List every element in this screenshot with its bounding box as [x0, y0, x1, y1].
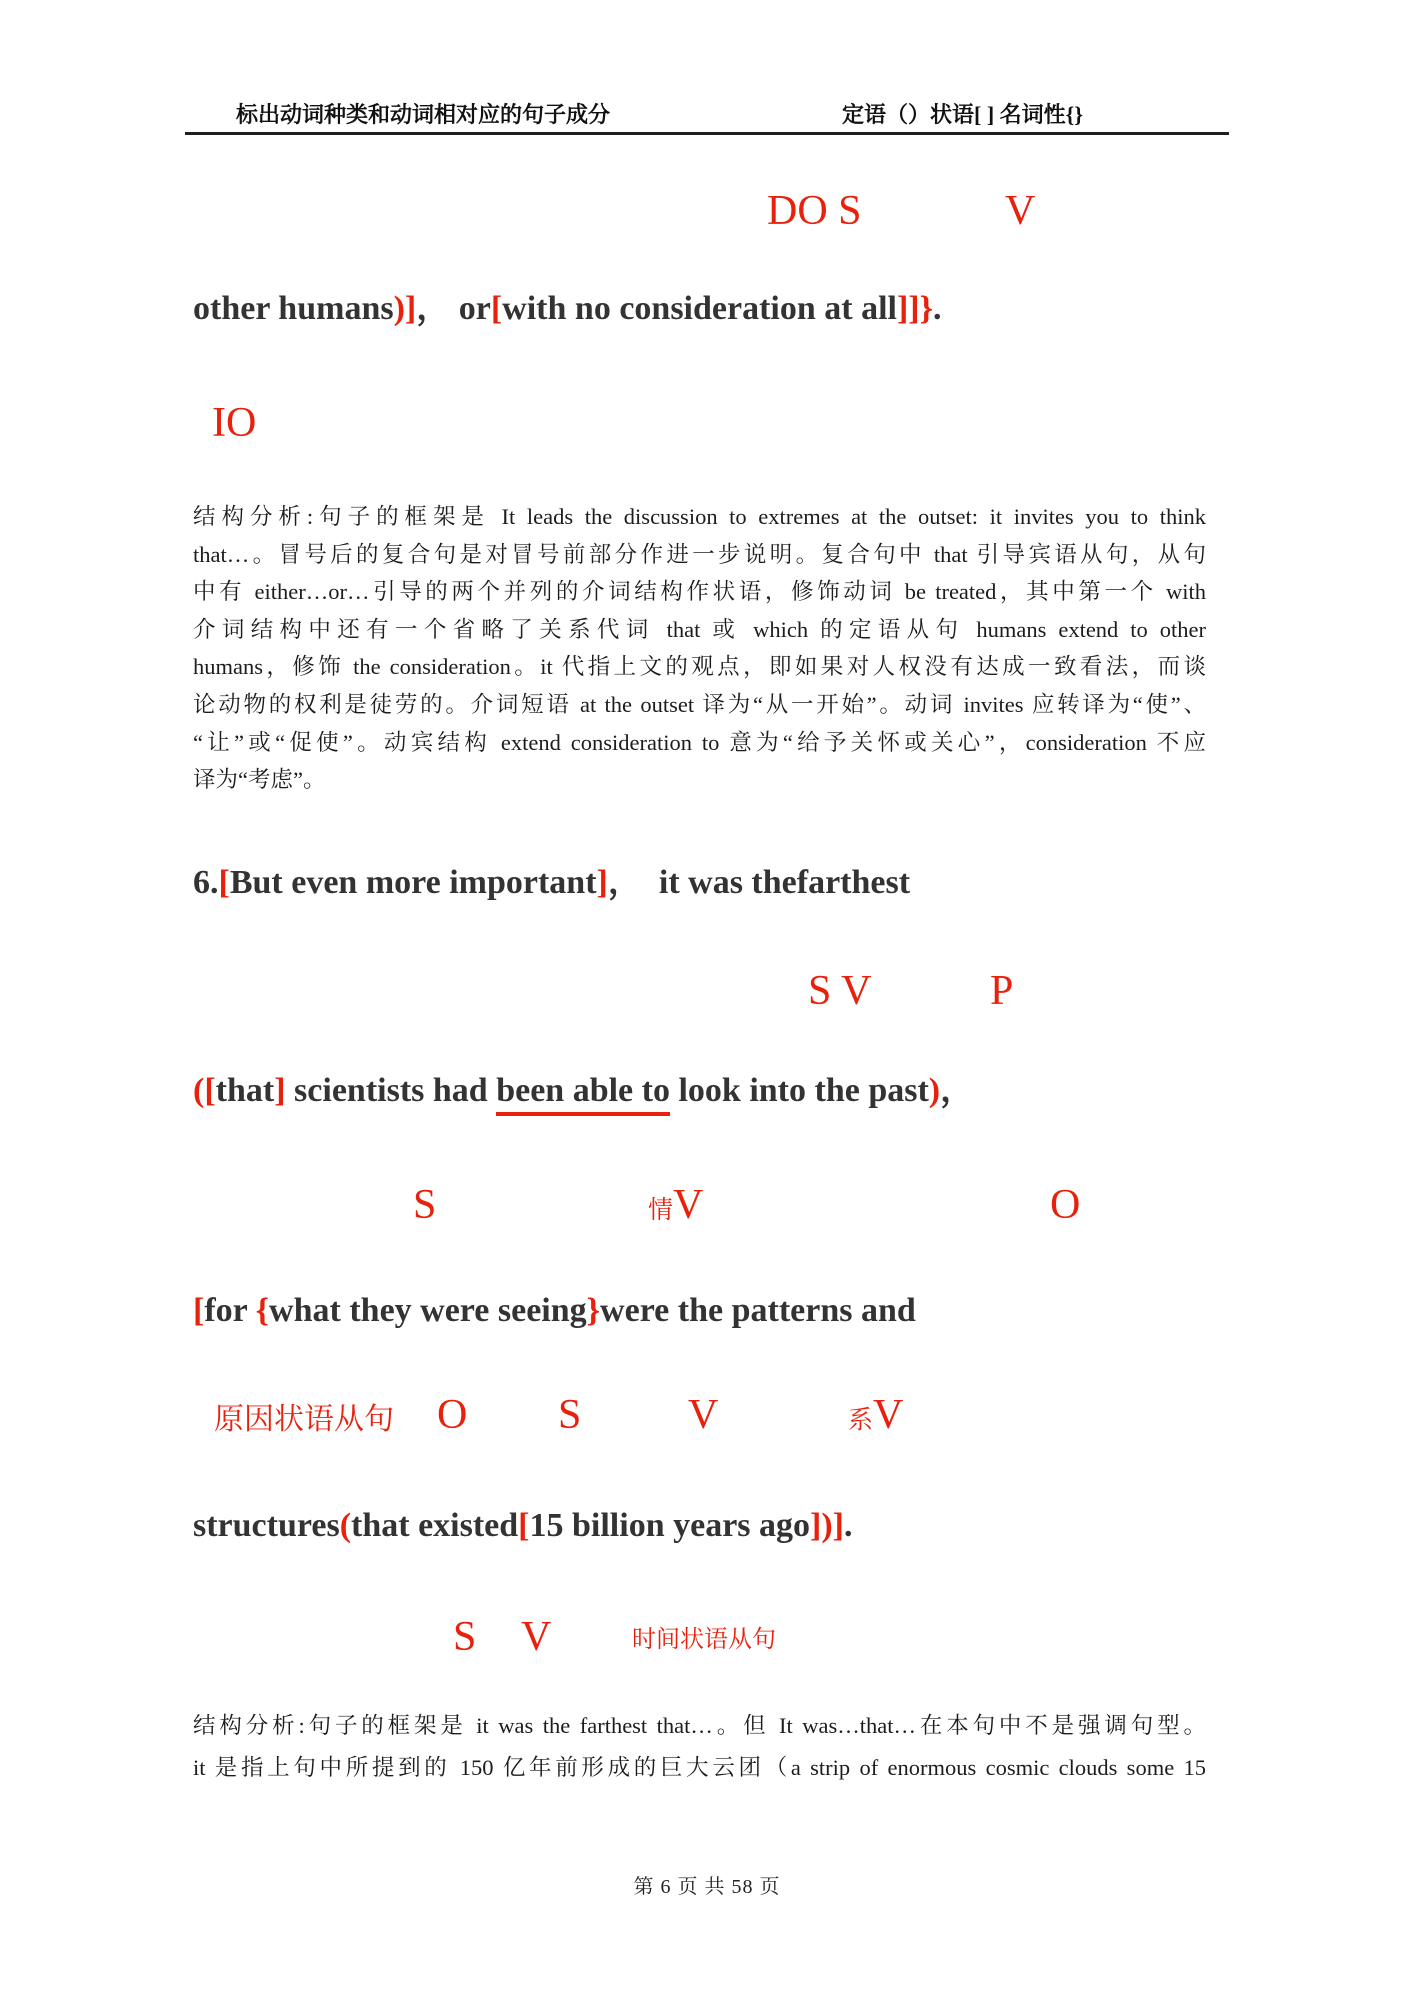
- annotation-xi-v: [848, 1394, 903, 1436]
- annotation-time-clause: 时间状语从句: [632, 1627, 776, 1653]
- analysis-line: 介词结构中还有一个省略了关系代词 that 或 which 的定语从句 humans extend to other: [193, 616, 1206, 642]
- sentence-text: structures: [193, 1507, 340, 1544]
- sentence-text: .: [933, 290, 942, 327]
- sentence-text: ，: [607, 864, 642, 901]
- analysis-line: 论动物的权利是徒劳的。介词短语 at the outset 译为“从一开始”。动词 invites 应转译为“使”、: [193, 691, 1206, 717]
- sentence-text: 6.: [193, 864, 219, 901]
- red-bracket: ]: [596, 864, 608, 901]
- sentence-scientists: [193, 1070, 974, 1113]
- red-bracket: [: [218, 864, 230, 901]
- annotation-o: O: [437, 1392, 468, 1438]
- annotation-qing-v: [648, 1184, 703, 1226]
- red-bracket: [: [193, 1292, 205, 1329]
- sentence-text: scientists had: [285, 1072, 497, 1109]
- annotation-s: S: [453, 1614, 477, 1660]
- sentence-6-heading: [193, 862, 910, 905]
- analysis-paragraph-2: [193, 1705, 1206, 1789]
- analysis-line: that…。冒号后的复合句是对冒号前部分作进一步说明。复合句中 that 引导宾语从句，从句: [193, 541, 1206, 567]
- sentence-text: But even more important: [229, 864, 597, 901]
- header-rule: [185, 132, 1229, 135]
- annotation-s-v: S V: [808, 968, 872, 1014]
- red-underlined-text: been able to: [496, 1072, 670, 1116]
- annotation-xi: 系: [848, 1407, 874, 1434]
- red-bracket: )]: [393, 290, 417, 327]
- sentence-text: that: [215, 1072, 275, 1109]
- annotation-v: V: [688, 1392, 719, 1438]
- annotation-io: IO: [212, 400, 257, 446]
- sentence-other-humans: [193, 288, 942, 331]
- sentence-for-what: [193, 1290, 916, 1333]
- annotation-cause-clause: 原因状语从句: [214, 1403, 394, 1436]
- annotation-v: V: [1005, 188, 1036, 234]
- red-bracket: {: [255, 1292, 270, 1329]
- annotation-p: P: [990, 968, 1014, 1014]
- sentence-text: ，: [940, 1072, 975, 1109]
- page-footer: 第 6 页 共 58 页: [633, 1876, 781, 1898]
- annotation-do-s: DO S: [767, 188, 862, 234]
- analysis-line: humans，修饰 the consideration。it 代指上文的观点，即如果对人权没有达成一致看法，而谈: [193, 654, 1206, 680]
- red-bracket: (: [339, 1507, 352, 1544]
- analysis-line: 结构分析:句子的框架是 it was the farthest that…。但 It was…that…在本句中不是强调句型。: [193, 1713, 1206, 1738]
- red-bracket: ])]: [810, 1507, 844, 1544]
- red-bracket: ]]}: [896, 290, 934, 327]
- annotation-s: S: [558, 1392, 582, 1438]
- sentence-text: look into the past: [669, 1072, 929, 1109]
- sentence-text: 15 billion years ago: [529, 1507, 811, 1544]
- header-right-legend: 定语（）状语[ ] 名词性{}: [842, 102, 1083, 127]
- red-bracket: }: [586, 1292, 601, 1329]
- sentence-text: .: [844, 1507, 853, 1544]
- sentence-text: other humans: [193, 290, 394, 327]
- annotation-v: V: [521, 1614, 552, 1660]
- annotation-v: V: [873, 1392, 904, 1438]
- red-bracket: ): [928, 1072, 941, 1109]
- red-bracket: [: [518, 1507, 530, 1544]
- analysis-line: “让”或“促使”。动宾结构 extend consideration to 意为“给予关怀或关心”，consideration 不应: [193, 729, 1206, 755]
- analysis-line: 译为“考虑”。: [193, 767, 326, 793]
- analysis-paragraph-1: [193, 498, 1206, 799]
- sentence-text: for: [204, 1292, 256, 1329]
- red-bracket: [: [204, 1072, 216, 1109]
- annotation-qing: 情: [648, 1197, 674, 1224]
- sentence-text: were the patterns and: [600, 1292, 916, 1329]
- analysis-line: it 是指上句中所提到的 150 亿年前形成的巨大云团（a strip of enormous cosmic clouds some 15: [193, 1755, 1206, 1780]
- annotation-o: O: [1050, 1182, 1081, 1228]
- red-bracket: [: [490, 290, 503, 327]
- annotation-v: V: [673, 1182, 704, 1228]
- sentence-text: or: [450, 290, 491, 327]
- red-bracket: (: [193, 1072, 205, 1109]
- sentence-text: what they were seeing: [269, 1292, 587, 1329]
- sentence-structures: [193, 1505, 853, 1548]
- analysis-line: 结构分析:句子的框架是 It leads the discussion to extremes at the outset: it invites you to think: [193, 504, 1206, 529]
- annotation-s: S: [413, 1182, 437, 1228]
- sentence-text: with no consideration at all: [502, 290, 897, 327]
- sentence-text: ，: [416, 290, 451, 327]
- analysis-line: 中有 either…or…引导的两个并列的介词结构作状语，修饰动词 be treated，其中第一个 with: [193, 579, 1206, 605]
- sentence-text: it was thefarthest: [641, 864, 911, 901]
- header-left-title: 标出动词种类和动词相对应的句子成分: [236, 102, 611, 127]
- red-bracket: ]: [274, 1072, 286, 1109]
- sentence-text: that existed: [351, 1507, 519, 1544]
